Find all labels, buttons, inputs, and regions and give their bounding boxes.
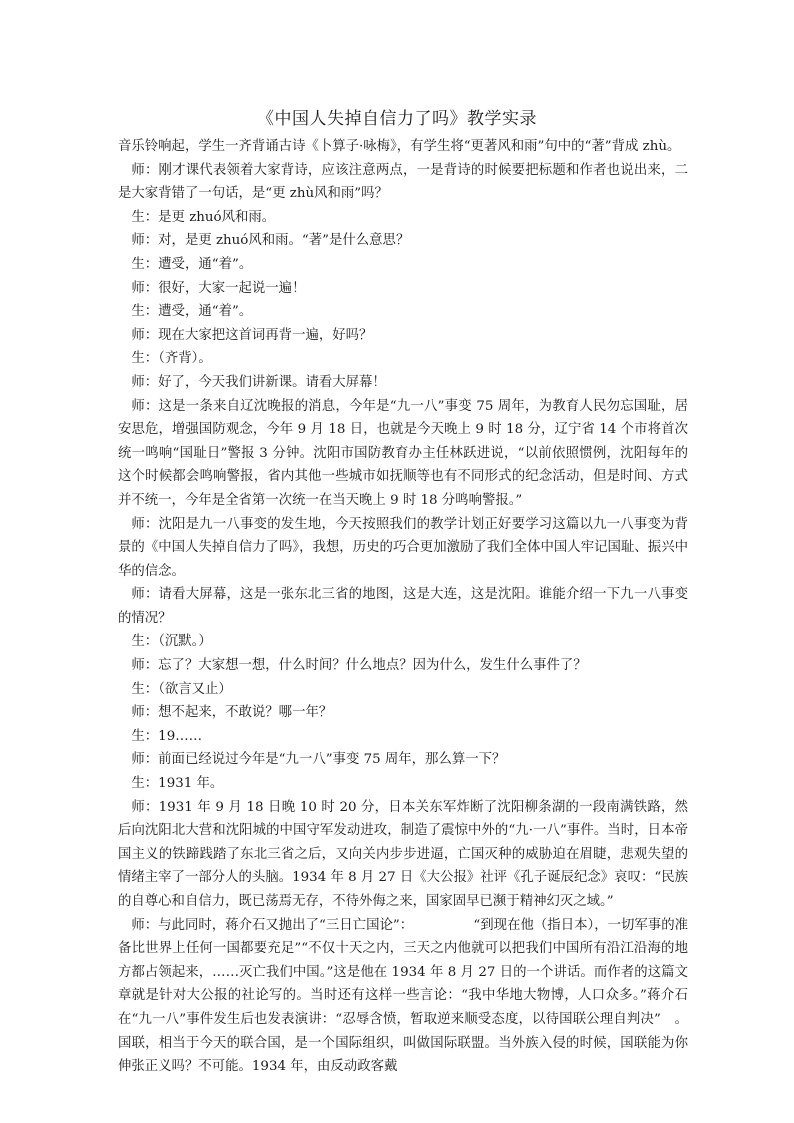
paragraph: 师：对，是更 zhuó风和雨。“著”是什么意思？ — [131, 233, 410, 249]
paragraph: 生：（沉默。） — [131, 634, 212, 650]
paragraph: 师：请看大屏幕，这是一张东北三省的地图，这是大连，这是沈阳。谁能介绍一下九一八事变的情况？ — [118, 587, 688, 626]
paragraph: 生：遭受，通“着”。 — [131, 256, 253, 272]
paragraph: 生：（齐背）。 — [131, 351, 212, 367]
document-title: 《中国人失掉自信力了吗》教学实录 — [257, 109, 537, 129]
paragraph: 生：是更 zhuó风和雨。 — [131, 209, 276, 225]
paragraph: 师：想不起来，不敢说？哪一年？ — [131, 705, 333, 721]
paragraph: 师：与此同时，蒋介石又抛出了“三日亡国论”： “到现在他（指日本），一切军事的准备比世界上任何一国都要充足”“不仅十天之内，三天之内他就可以把我们中国所有沿江沿海的地方都占领起来，……灭亡我们中国。”这是他在 1934 年 8 月 27 日的一个讲话。而作者的这篇文章就是针对大公报的社论写的。当时还有这样一些言论：“我中华地大物博，人口众多。”蒋介石在“九一八”事件发生后也发表演讲：“忍辱含愤，暂取逆来顺受态度，以待国联公理自判决” 。国联，相当于今天的联合国，是一个国际组织，叫做国际联盟。当外族入侵的时候，国联能为你伸张正义吗？不可能。1934 年，由反动政客戴 — [118, 917, 688, 1075]
paragraph: 生：遭受，通“着”。 — [131, 304, 253, 320]
paragraph: 师：很好，大家一起说一遍！ — [131, 280, 306, 296]
paragraph: 生：19…… — [131, 728, 202, 744]
paragraph: 师：前面已经说过今年是“九一八”事变 75 周年，那么算一下？ — [131, 752, 506, 768]
paragraph: 生：1931 年。 — [131, 776, 224, 792]
paragraph: 生：（欲言又止） — [131, 681, 232, 697]
paragraph: 师：刚才课代表领着大家背诗，应该注意两点，一是背诗的时候要把标题和作者也说出来，二是大家背错了一句话，是“更 zhù风和雨”吗？ — [118, 162, 688, 202]
paragraph: 师：这是一条来自辽沈晚报的消息，今年是“九一八”事变 75 周年，为教育人民勿忘国耻，居安思危，增强国防观念，今年 9 月 18 日，也就是今天晚上 9 时 18 分，辽宁省 14 个市将首次统一鸣响“国耻日”警报 3 分钟。沈阳市国防教育办主任林跃进说，“以前依照惯例，沈阳每年的这个时候都会鸣响警报，省内其他一些城市如抚顺等也有不同形式的纪念活动，但是时间、方式并不统一，今年是全省第一次统一在当天晚上 9 时 18 分鸣响警报。” — [118, 398, 688, 508]
paragraph: 师：1931 年 9 月 18 日晚 10 时 20 分，日本关东军炸断了沈阳柳条湖的一段南满铁路，然后向沈阳北大营和沈阳城的中国守军发动进攻，制造了震惊中外的“九·一八”事件。当时，日本帝国主义的铁蹄践踏了东北三省之后，又向关内步步进逼，亡国灭种的威胁迫在眉睫，悲观失望的情绪主宰了一部分人的头脑。1934 年 8 月 27 日《大公报》社评《孔子诞辰纪念》哀叹：“民族的自尊心和自信力，既已荡焉无存，不待外侮之来，国家固早已濒于精神幻灭之域。” — [118, 799, 688, 909]
paragraph: 师：好了，今天我们讲新课。请看大屏幕！ — [131, 374, 386, 390]
paragraph: 音乐铃响起，学生一齐背诵古诗《卜算子·咏梅》，有学生将“更著风和雨”句中的“著”背成 zhù。 — [118, 139, 681, 154]
document-body — [118, 135, 688, 1079]
paragraph: 师：忘了？大家想一想，什么时间？什么地点？因为什么，发生什么事件了？ — [131, 658, 587, 674]
paragraph: 师：沈阳是九一八事变的发生地，今天按照我们的教学计划正好要学习这篇以九一八事变为背景的《中国人失掉自信力了吗》，我想，历史的巧合更加激励了我们全体中国人牢记国耻、振兴中华的信念。 — [118, 516, 688, 579]
paragraph: 师：现在大家把这首词再背一遍，好吗？ — [131, 327, 373, 343]
